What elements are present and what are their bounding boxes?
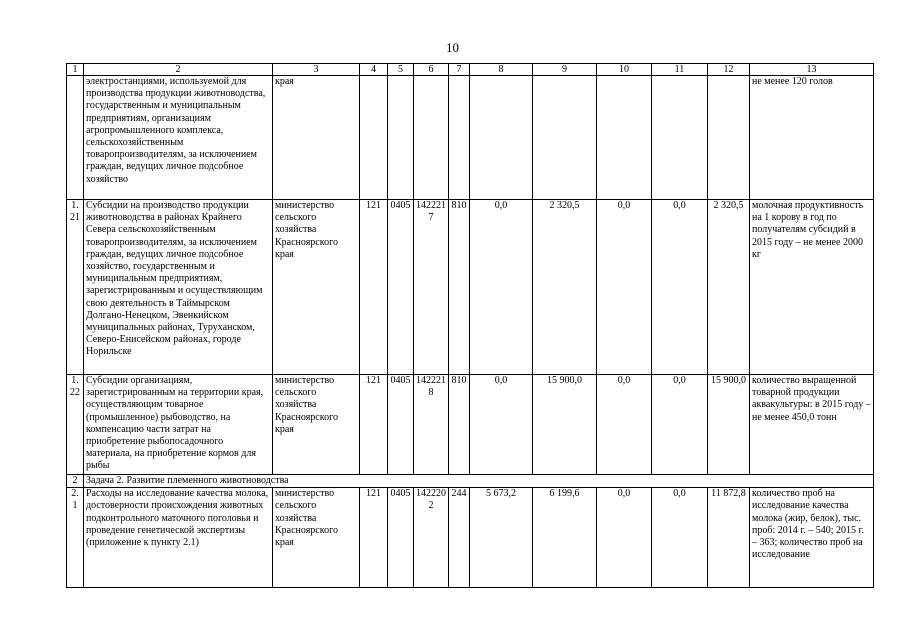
value-col-8: 5 673,2 [470,488,533,588]
value-col-8: 0,0 [470,200,533,375]
column-number-header [67,64,874,76]
column-header: 12 [708,64,750,76]
row-number: 1.22 [67,375,84,475]
value-col-10: 0,0 [597,375,652,475]
table-row [67,200,874,375]
value-col-10: 0,0 [597,488,652,588]
table-row [67,375,874,475]
value-col-9: 15 900,0 [533,375,597,475]
column-header: 10 [597,64,652,76]
target-code: 1422217 [414,200,449,375]
target-code [414,76,449,200]
column-header: 3 [273,64,360,76]
section-code: 0405 [388,488,414,588]
table-row [67,488,874,588]
value-col-11 [652,76,708,200]
expected-result: количество выращенной товарной продукции аквакультуры: в 2015 году – не менее 450,0 тонн [750,375,874,475]
grbs-code: 121 [360,200,388,375]
page-number: 10 [446,40,459,55]
section-code: 0405 [388,200,414,375]
task-title: Задача 2. Развитие племенного животноводства [84,475,874,488]
value-total: 15 900,0 [708,375,750,475]
expense-type [449,76,470,200]
value-col-11: 0,0 [652,488,708,588]
value-total [708,76,750,200]
column-header: 13 [750,64,874,76]
column-header: 6 [414,64,449,76]
expected-result: не менее 120 голов [750,76,874,200]
table-row [67,76,874,200]
value-col-11: 0,0 [652,375,708,475]
target-code: 1422202 [414,488,449,588]
value-col-10: 0,0 [597,200,652,375]
section-code: 0405 [388,375,414,475]
target-code: 1422218 [414,375,449,475]
task-number: 2 [67,475,84,488]
value-col-11: 0,0 [652,200,708,375]
row-number [67,76,84,200]
grbs-name: края [273,76,360,200]
column-header: 5 [388,64,414,76]
value-col-8 [470,76,533,200]
row-number: 2.1 [67,488,84,588]
row-number: 1.21 [67,200,84,375]
grbs-name: министерство сельского хозяйства Красноярского края [273,200,360,375]
section-code [388,76,414,200]
expected-result: молочная продуктивность на 1 корову в год по получателям субсидий в 2015 году – не менее 2000 кг [750,200,874,375]
budget-table [66,63,874,588]
column-header: 1 [67,64,84,76]
grbs-name: министерство сельского хозяйства Красноярского края [273,375,360,475]
grbs-code [360,76,388,200]
column-header: 4 [360,64,388,76]
value-col-10 [597,76,652,200]
task-row [67,475,874,488]
grbs-code: 121 [360,488,388,588]
column-header: 7 [449,64,470,76]
value-col-8: 0,0 [470,375,533,475]
measure-name: Субсидии на производство продукции животноводства в районах Крайнего Севера сельскохозяйственным товаропроизводителям, за исключением граждан, ведущих личное подсобное хозяйство, государственным и муниципальным предприятиям, зарегистрированным и осуществляющим свою деятельность в Таймырском Долгано-Ненецком, Эвенкийском муниципальных районах, Туруханском, Северо-Енисейском районах, городе Норильске [84,200,273,375]
grbs-code: 121 [360,375,388,475]
measure-name: Расходы на исследование качества молока, достоверности происхождения животных подконтрольного маточного поголовья и проведение генетической экспертизы (приложение к пункту 2.1) [84,488,273,588]
column-header: 8 [470,64,533,76]
value-total: 11 872,8 [708,488,750,588]
column-header: 2 [84,64,273,76]
value-col-9: 2 320,5 [533,200,597,375]
value-col-9 [533,76,597,200]
measure-name: Субсидии организациям, зарегистрированным на территории края, осуществляющим товарное (промышленное) рыбоводство, на компенсацию части затрат на приобретение рыбопосадочного материала, на приобретение кормов для рыбы [84,375,273,475]
expected-result: количество проб на исследование качества молока (жир, белок), тыс. проб: 2014 г. – 540; 2015 г. – 363; количество проб на исследование [750,488,874,588]
column-header: 11 [652,64,708,76]
grbs-name: министерство сельского хозяйства Красноярского края [273,488,360,588]
value-total: 2 320,5 [708,200,750,375]
measure-name: электростанциями, используемой для производства продукции животноводства, государственным и муниципальным предприятиям, организациям агропромышленного комплекса, сельскохозяйственным товаропроизводителям, за исключением граждан, ведущих личное подсобное хозяйство [84,76,273,200]
expense-type: 244 [449,488,470,588]
column-header: 9 [533,64,597,76]
expense-type: 810 [449,375,470,475]
expense-type: 810 [449,200,470,375]
value-col-9: 6 199,6 [533,488,597,588]
